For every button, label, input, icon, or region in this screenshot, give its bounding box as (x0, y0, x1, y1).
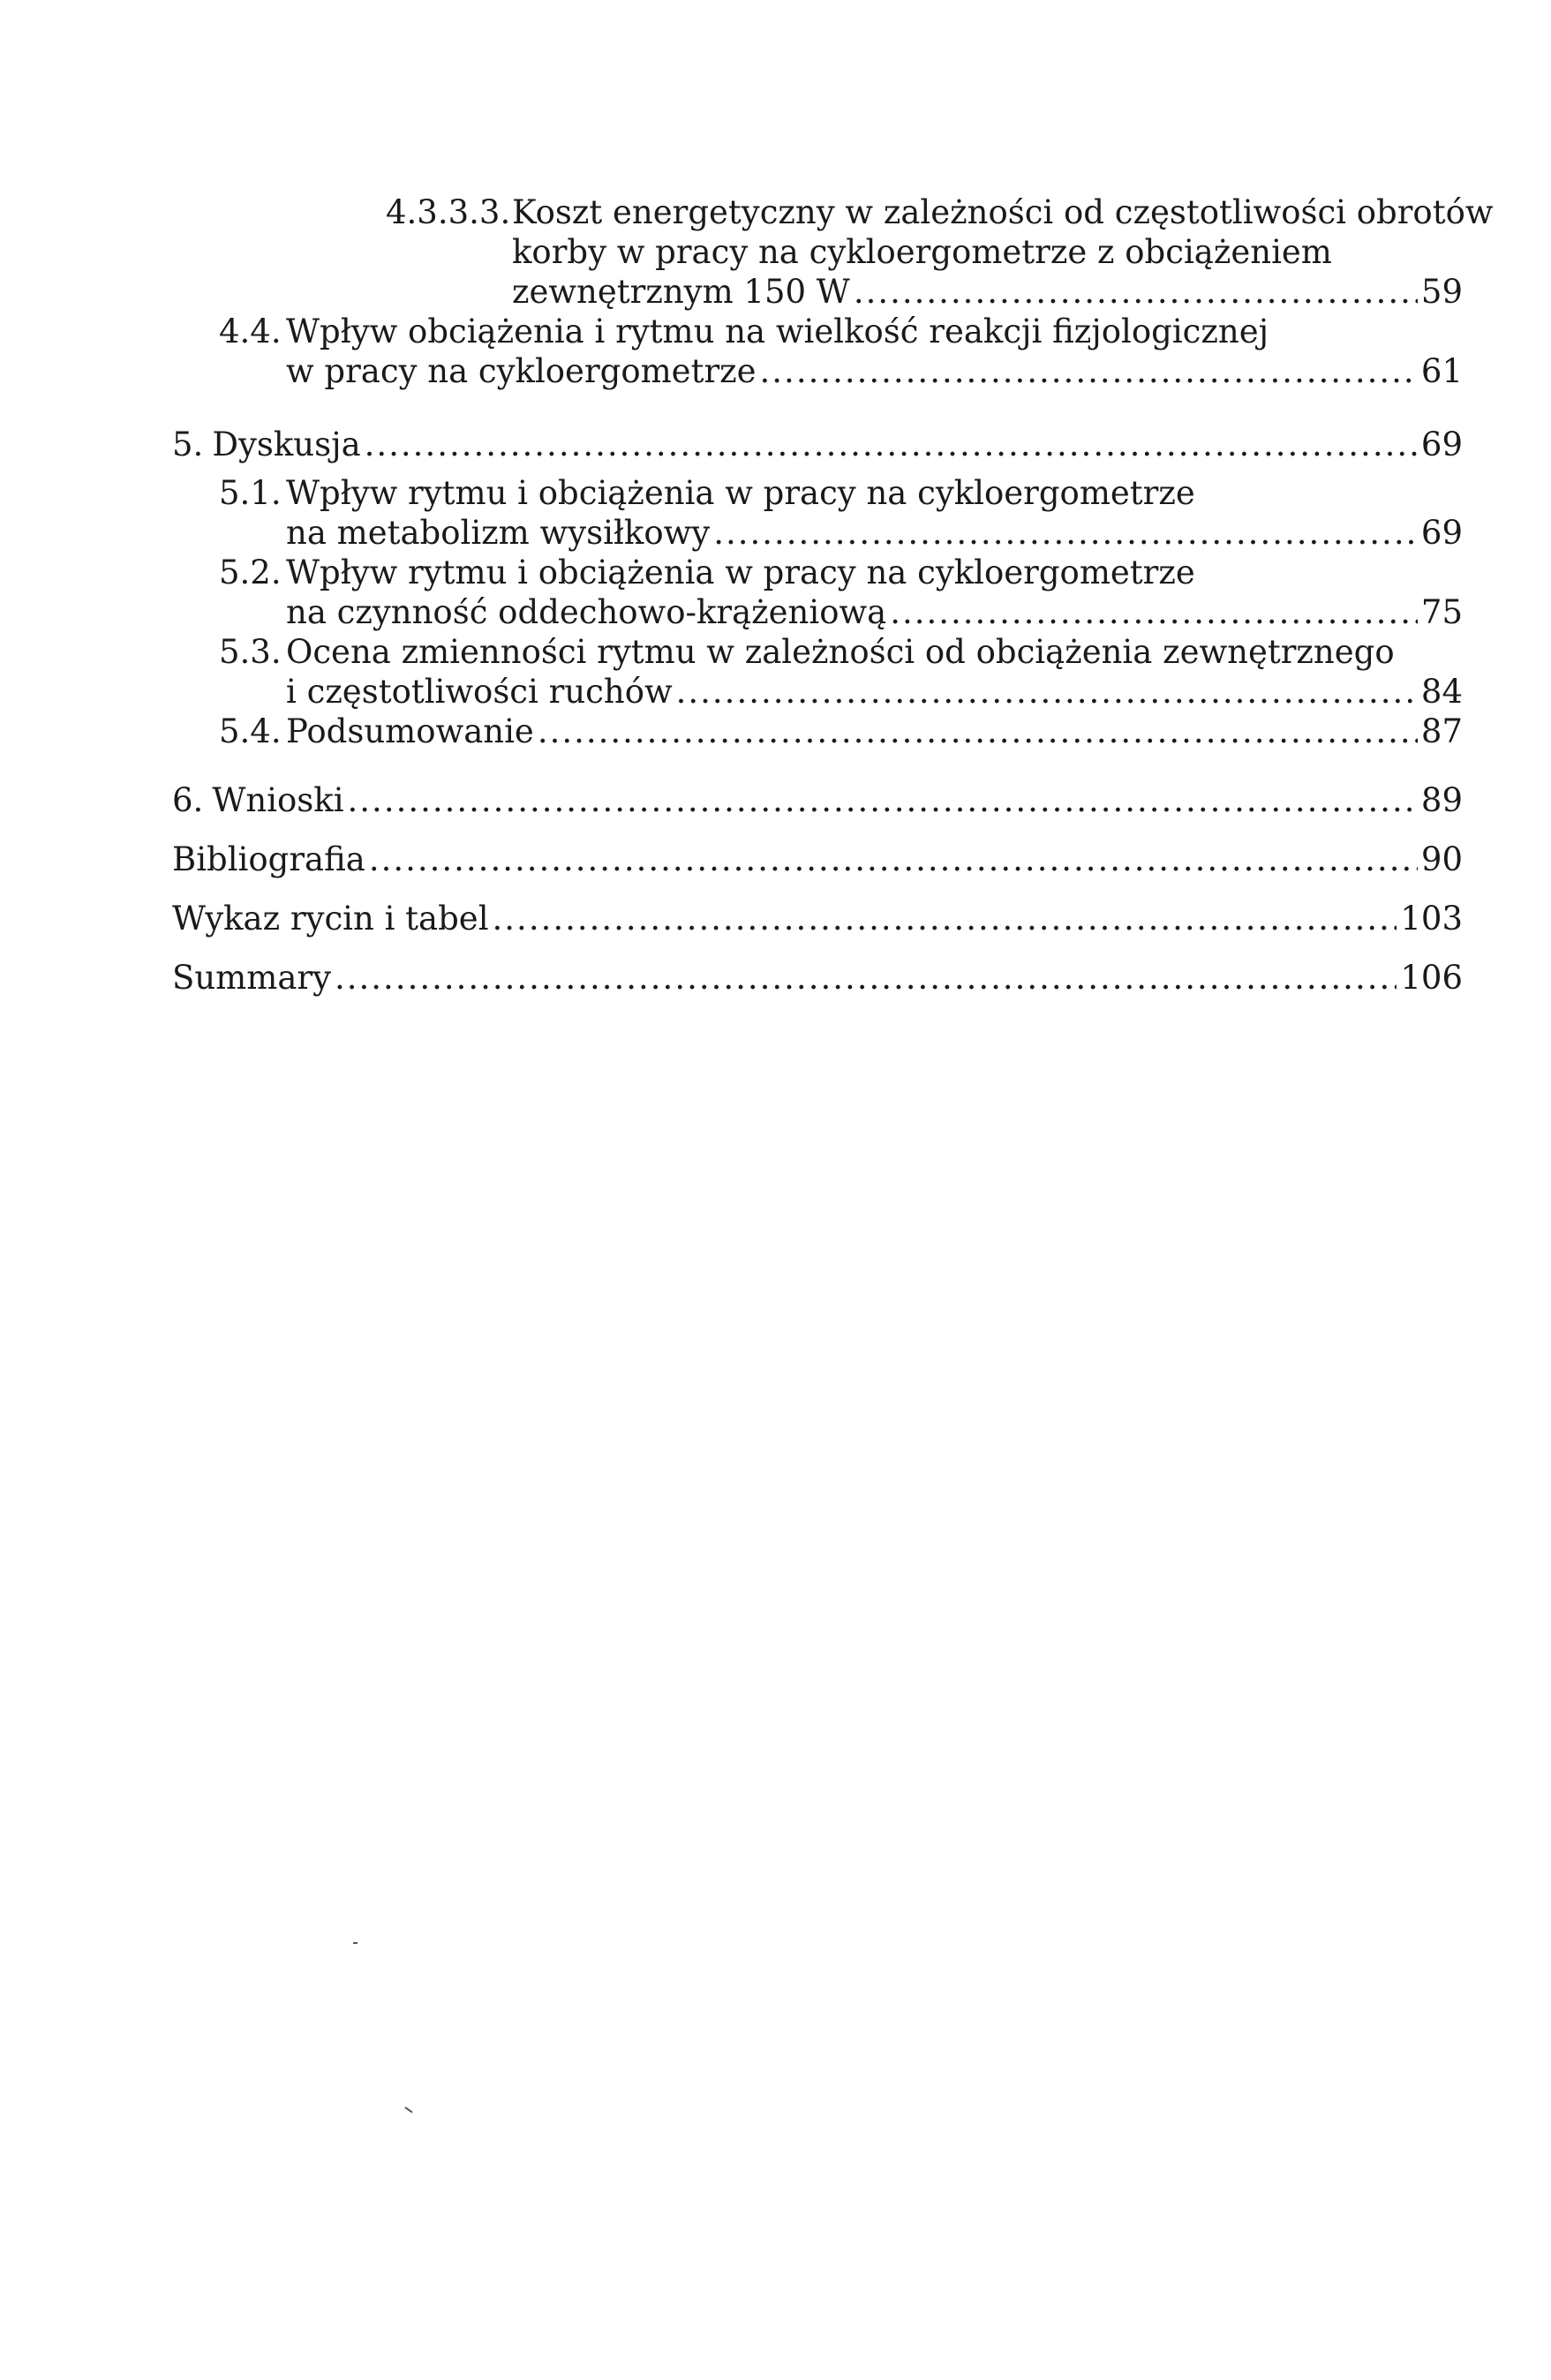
toc-entry-title-last-line: Wnioski (212, 782, 344, 819)
toc-leader-row (172, 960, 1463, 997)
toc-entry-title-last-line: Bibliografia (172, 841, 365, 878)
toc-entry[interactable] (219, 713, 1463, 753)
toc-entry[interactable] (219, 554, 1463, 634)
toc-entry-number: 6. (172, 782, 204, 819)
toc-entry-title-last-line: w pracy na cykloergometrze (286, 353, 757, 390)
dot-leader (890, 594, 1418, 631)
dot-leader (493, 900, 1397, 938)
dot-leader (676, 674, 1418, 711)
toc-entry-page-number: 90 (1420, 841, 1463, 878)
toc-entry-page-number: 103 (1400, 900, 1463, 938)
toc-entry[interactable] (172, 900, 1463, 940)
toc-entry-title-line: Wpływ rytmu i obciążenia w pracy na cykloergometrze (286, 554, 1195, 591)
toc-entry-title-last-line: i częstotliwości ruchów (286, 674, 673, 711)
toc-entry[interactable] (172, 782, 1463, 822)
toc-entry-number: 5.2. (219, 554, 282, 591)
toc-entry-title-line: Koszt energetyczny w zależności od częstotliwości obrotów (512, 193, 1494, 231)
dot-leader (538, 713, 1418, 750)
scan-speck (353, 1942, 358, 1944)
dot-leader (348, 782, 1418, 819)
toc-entry-page-number: 87 (1420, 713, 1463, 750)
toc-entry[interactable] (172, 426, 1463, 466)
toc-entry-number: 5.4. (219, 713, 282, 750)
toc-entry-title-line: Ocena zmienności rytmu w zależności od obciążenia zewnętrznego (286, 633, 1395, 671)
toc-leader-row (286, 353, 1463, 390)
toc-entry-number: 4.3.3.3. (386, 193, 511, 231)
toc-entry-number: 5. (172, 426, 204, 463)
toc-entry-page-number: 84 (1420, 674, 1463, 711)
toc-entry-page-number: 69 (1420, 515, 1463, 552)
toc-entry-number: 5.3. (219, 633, 282, 671)
toc-entry-title-line: Wpływ rytmu i obciążenia w pracy na cykloergometrze (286, 474, 1195, 512)
toc-entry-title-last-line: Wykaz rycin i tabel (172, 900, 489, 938)
toc-entry-title-last-line: na metabolizm wysiłkowy (286, 515, 711, 552)
toc-entry-title-last-line: na czynność oddechowo-krążeniową (286, 594, 887, 631)
toc-leader-row (172, 782, 1463, 819)
toc-entry[interactable] (386, 193, 1494, 313)
scan-speck (404, 2106, 412, 2113)
toc-entry-number: 5.1. (219, 474, 282, 512)
dot-leader (854, 274, 1418, 311)
toc-entry-title-last-line: Dyskusja (212, 426, 361, 463)
toc-entry-title-last-line: Podsumowanie (286, 713, 534, 750)
toc-entry[interactable] (219, 313, 1463, 393)
toc-entry-title-line: korby w pracy na cykloergometrze z obciążeniem (512, 233, 1332, 271)
toc-leader-row (172, 841, 1463, 878)
toc-entry-title-last-line: Summary (172, 960, 331, 997)
toc-leader-row (286, 594, 1463, 631)
dot-leader (713, 515, 1418, 552)
dot-leader (369, 841, 1418, 878)
toc-entry[interactable] (219, 475, 1463, 554)
toc-entry-page-number: 106 (1400, 960, 1463, 997)
toc-entry[interactable] (172, 841, 1463, 881)
toc-leader-row (172, 426, 1463, 463)
toc-entry[interactable] (172, 960, 1463, 999)
toc-entry-page-number: 75 (1420, 594, 1463, 631)
toc-entry-title-line: Wpływ obciążenia i rytmu na wielkość reakcji fizjologicznej (286, 313, 1269, 350)
toc-entry[interactable] (219, 634, 1463, 713)
dot-leader (760, 353, 1418, 390)
toc-leader-row (512, 274, 1463, 311)
toc-leader-row (286, 674, 1463, 711)
toc-entry-page-number: 69 (1420, 426, 1463, 463)
toc-entry-page-number: 59 (1420, 274, 1463, 311)
dot-leader (335, 960, 1397, 997)
toc-entry-page-number: 61 (1420, 353, 1463, 390)
dot-leader (365, 426, 1418, 463)
toc-entry-title-last-line: zewnętrznym 150 W (512, 274, 850, 311)
toc-leader-row (286, 515, 1463, 552)
toc-leader-row (219, 713, 1463, 750)
toc-entry-page-number: 89 (1420, 782, 1463, 819)
toc-leader-row (172, 900, 1463, 938)
toc-entry-number: 4.4. (219, 313, 282, 350)
